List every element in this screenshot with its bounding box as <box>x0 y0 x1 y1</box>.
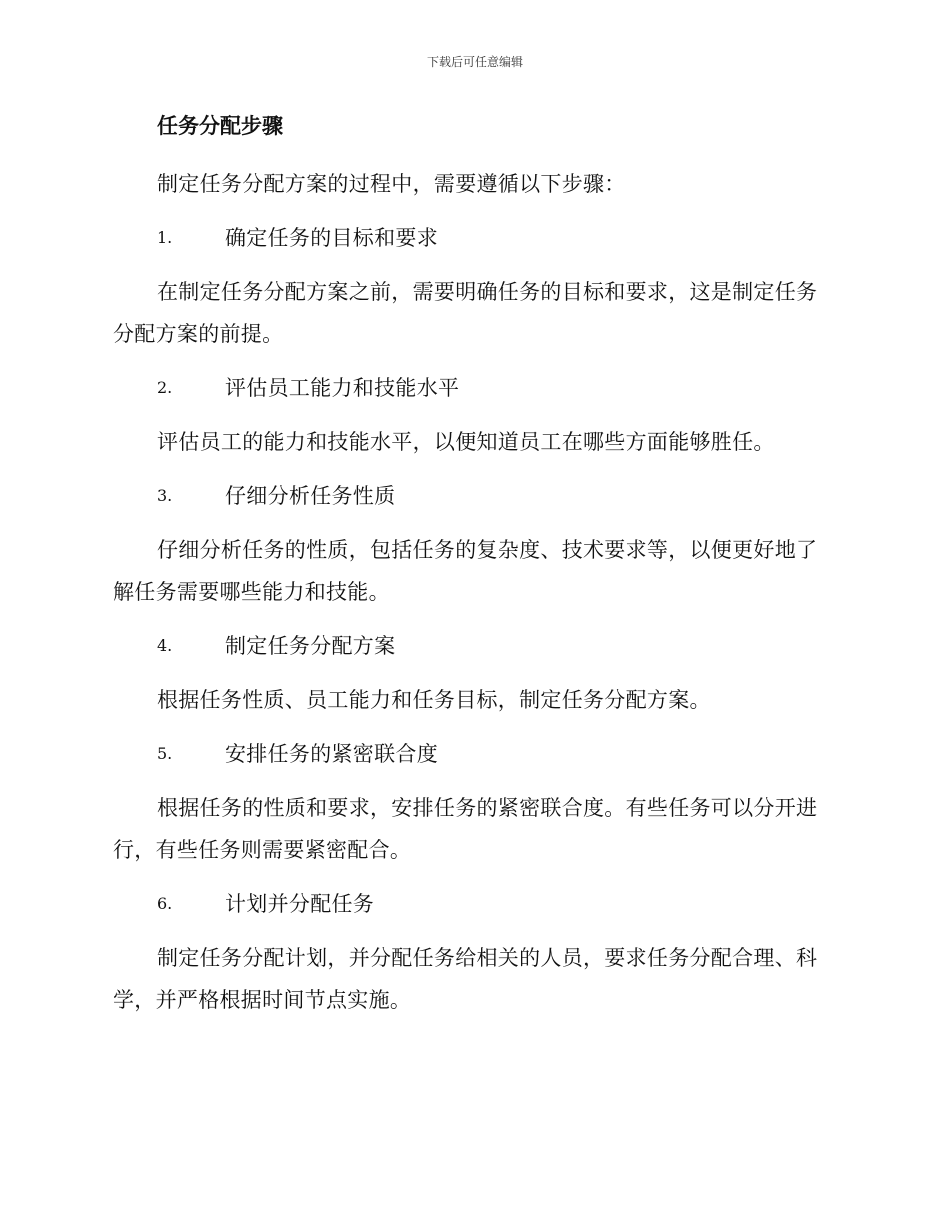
step-heading-1 <box>113 217 837 259</box>
step-number: 1. <box>157 228 173 247</box>
step-title: 制定任务分配方案 <box>225 634 396 658</box>
step-paragraph-2: 评估员工的能力和技能水平，以便知道员工在哪些方面能够胜任。 <box>157 430 775 454</box>
step-number: 6. <box>157 894 173 913</box>
step-heading-6 <box>113 883 837 925</box>
step-heading-2 <box>113 367 837 409</box>
step-title: 确定任务的目标和要求 <box>225 226 438 250</box>
step-number: 2. <box>157 378 173 397</box>
step-paragraph-6: 制定任务分配计划，并分配任务给相关的人员，要求任务分配合理、科学，并严格根据时间节点实施。 <box>113 946 818 1012</box>
step-paragraph-5: 根据任务的性质和要求，安排任务的紧密联合度。有些任务可以分开进行，有些任务则需要紧密配合。 <box>113 796 818 862</box>
step-title: 安排任务的紧密联合度 <box>225 742 438 766</box>
step-paragraph-4: 根据任务性质、员工能力和任务目标，制定任务分配方案。 <box>157 688 711 712</box>
step-heading-5 <box>113 733 837 775</box>
step-title: 仔细分析任务性质 <box>225 484 396 508</box>
step-heading-4 <box>113 625 837 667</box>
step-paragraph-3: 仔细分析任务的性质，包括任务的复杂度、技术要求等，以便更好地了解任务需要哪些能力和技能。 <box>113 538 818 604</box>
page-header-note: 下载后可任意编辑 <box>426 55 523 69</box>
step-number: 5. <box>157 744 173 763</box>
document-body <box>113 111 837 1021</box>
document-title: 任务分配步骤 <box>157 113 283 138</box>
step-number: 3. <box>157 486 173 505</box>
step-title: 评估员工能力和技能水平 <box>225 376 460 400</box>
step-number: 4. <box>157 636 173 655</box>
step-heading-3 <box>113 475 837 517</box>
intro-paragraph: 制定任务分配方案的过程中，需要遵循以下步骤： <box>157 172 626 196</box>
step-title: 计划并分配任务 <box>225 892 375 916</box>
step-paragraph-1: 在制定任务分配方案之前，需要明确任务的目标和要求，这是制定任务分配方案的前提。 <box>113 280 818 346</box>
